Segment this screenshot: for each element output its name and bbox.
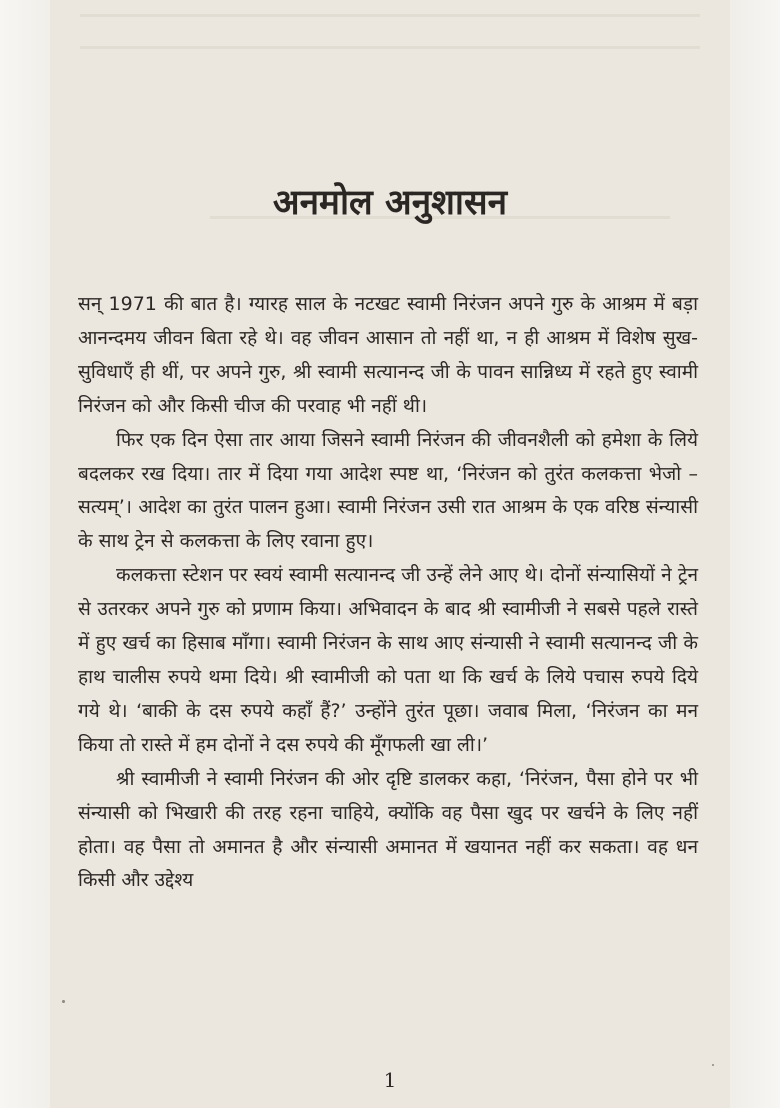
chapter-title: अनमोल अनुशासन xyxy=(272,183,508,223)
page-number: 1 xyxy=(383,1068,397,1092)
paragraph: कलकत्ता स्टेशन पर स्वयं स्वामी सत्यानन्द जी उन्हें लेने आए थे। दोनों संन्यासियों ने ट्रेन से उतरकर अपने गुरु को प्रणाम किया। अभिवादन के बाद श्री स्वामीजी ने सबसे पहले रास्ते में हुए खर्च का हिसाब माँगा। स्वामी निरंजन के साथ आए संन्यासी ने स्वामी सत्यानन्द जी के हाथ चालीस रुपये थमा दिये। श्री स्वामीजी को पता था कि खर्च के लिये पचास रुपये दिये गये थे। ‘बाकी के दस रुपये कहाँ हैं?’ उन्होंने तुरंत पूछा। जवाब मिला, ‘निरंजन का मन किया तो रास्ते में हम दोनों ने दस रुपये की मूँगफली खा ली।’ xyxy=(78,564,698,756)
ink-speck xyxy=(62,1000,65,1003)
ink-speck xyxy=(712,1064,714,1066)
paragraph: फिर एक दिन ऐसा तार आया जिसने स्वामी निरंजन की जीवनशैली को हमेशा के लिये बदलकर रख दिया। तार में दिया गया आदेश स्पष्ट था, ‘निरंजन को तुरंत कलकत्ता भेजो – सत्यम्’। आदेश का तुरंत पालन हुआ। स्वामी निरंजन उसी रात आश्रम के एक वरिष्ठ संन्यासी के साथ ट्रेन से कलकत्ता के लिए रवाना हुए। xyxy=(78,428,698,553)
paragraph: श्री स्वामीजी ने स्वामी निरंजन की ओर दृष्टि डालकर कहा, ‘निरंजन, पैसा होने पर भी संन्यासी को भिखारी की तरह रहना चाहिये, क्योंकि वह पैसा खुद पर खर्चने के लिए नहीं होता। वह पैसा तो अमानत है और संन्यासी अमानत में खयानत नहीं कर सकता। वह धन किसी और उद्देश्य xyxy=(78,767,698,892)
body-text xyxy=(78,288,698,898)
show-through-line xyxy=(80,46,700,49)
paragraph: सन् 1971 की बात है। ग्यारह साल के नटखट स्वामी निरंजन अपने गुरु के आश्रम में बड़ा आनन्दमय जीवन बिता रहे थे। वह जीवन आसान तो नहीं था, न ही आश्रम में विशेष सुख-सुविधाएँ ही थीं, पर अपने गुरु, श्री स्वामी सत्यानन्द जी के पावन सान्निध्य में रहते हुए स्वामी निरंजन को और किसी चीज की परवाह भी नहीं थी। xyxy=(78,293,698,417)
show-through-line xyxy=(80,14,700,17)
